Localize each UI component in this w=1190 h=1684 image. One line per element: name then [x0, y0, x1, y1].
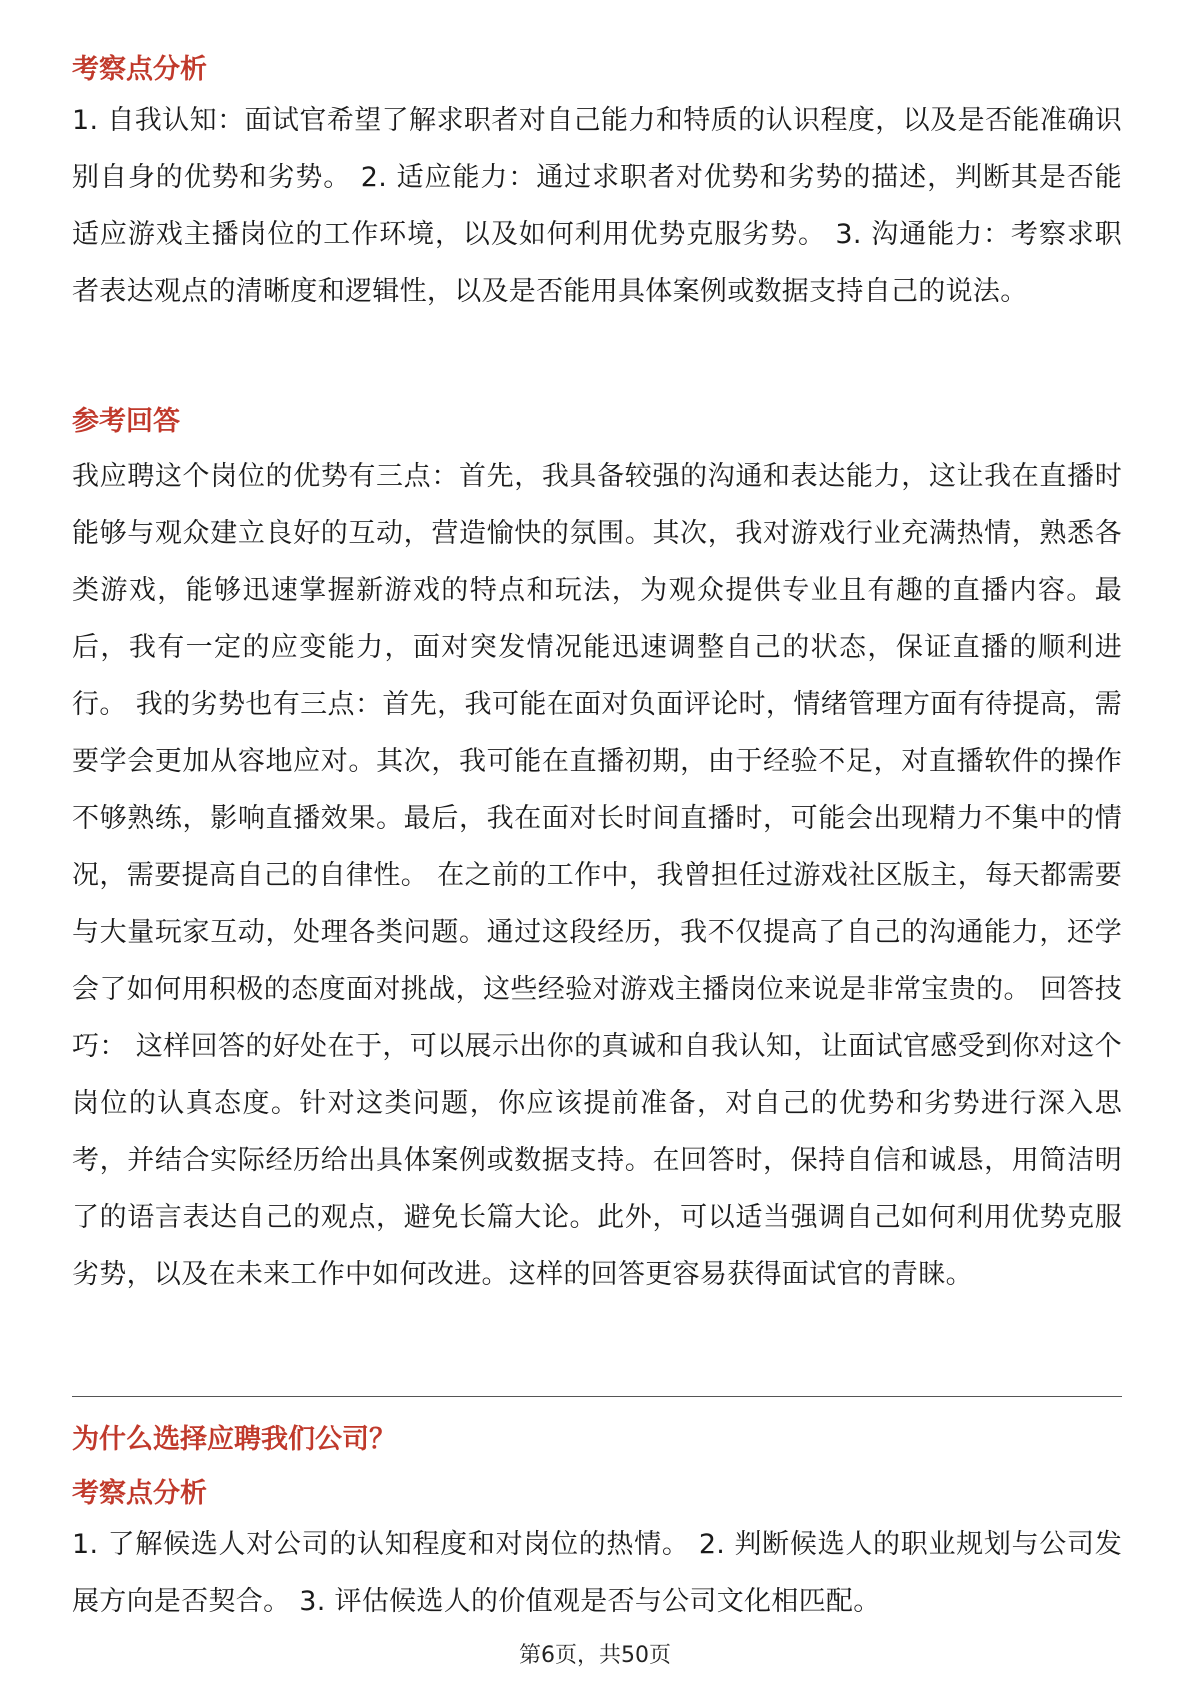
analysis-text-1: 1. 自我认知：面试官希望了解求职者对自己能力和特质的认识程度，以及是否能准确识别自身的优势和劣势。 2. 适应能力：通过求职者对优势和劣势的描述，判断其是否能适应游戏主播岗位的工作环境，以及如何利用优势克服劣势。 3. 沟通能力：考察求职者表达观点的清晰度和逻辑性，以及是否能用具体案例或数据支持自己的说法。 [72, 105, 1122, 307]
question-heading: 为什么选择应聘我们公司？ [72, 1424, 396, 1455]
analysis-heading-2: 考察点分析 [72, 1478, 207, 1509]
analysis-heading-1: 考察点分析 [72, 54, 207, 85]
page-number: 第6页，共50页 [519, 1643, 671, 1668]
answer-heading: 参考回答 [72, 406, 180, 437]
analysis-text-2: 1. 了解候选人对公司的认知程度和对岗位的热情。 2. 判断候选人的职业规划与公司发展方向是否契合。 3. 评估候选人的价值观是否与公司文化相匹配。 [72, 1529, 1122, 1617]
answer-text: 我应聘这个岗位的优势有三点：首先，我具备较强的沟通和表达能力，这让我在直播时能够与观众建立良好的互动，营造愉快的氛围。其次，我对游戏行业充满热情，熟悉各类游戏，能够迅速掌握新游戏的特点和玩法，为观众提供专业且有趣的直播内容。最后，我有一定的应变能力，面对突发情况能迅速调整自己的状态，保证直播的顺利进行。 我的劣势也有三点：首先，我可能在面对负面评论时，情绪管理方面有待提高，需要学会更加从容地应对。其次，我可能在直播初期，由于经验不足，对直播软件的操作不够熟练，影响直播效果。最后，我在面对长时间直播时，可能会出现精力不集中的情况，需要提高自己的自律性。 在之前的工作中，我曾担任过游戏社区版主，每天都需要与大量玩家互动，处理各类问题。通过这段经历，我不仅提高了自己的沟通能力，还学会了如何用积极的态度面对挑战，这些经验对游戏主播岗位来说是非常宝贵的。 回答技巧： 这样回答的好处在于，可以展示出你的真诚和自我认知，让面试官感受到你对这个岗位的认真态度。针对这类问题，你应该提前准备，对自己的优势和劣势进行深入思考，并结合实际经历给出具体案例或数据支持。在回答时，保持自信和诚恳，用简洁明了的语言表达自己的观点，避免长篇大论。此外，可以适当强调自己如何利用优势克服劣势，以及在未来工作中如何改进。这样的回答更容易获得面试官的青睐。 [72, 461, 1122, 1290]
section-divider [72, 1396, 1122, 1397]
